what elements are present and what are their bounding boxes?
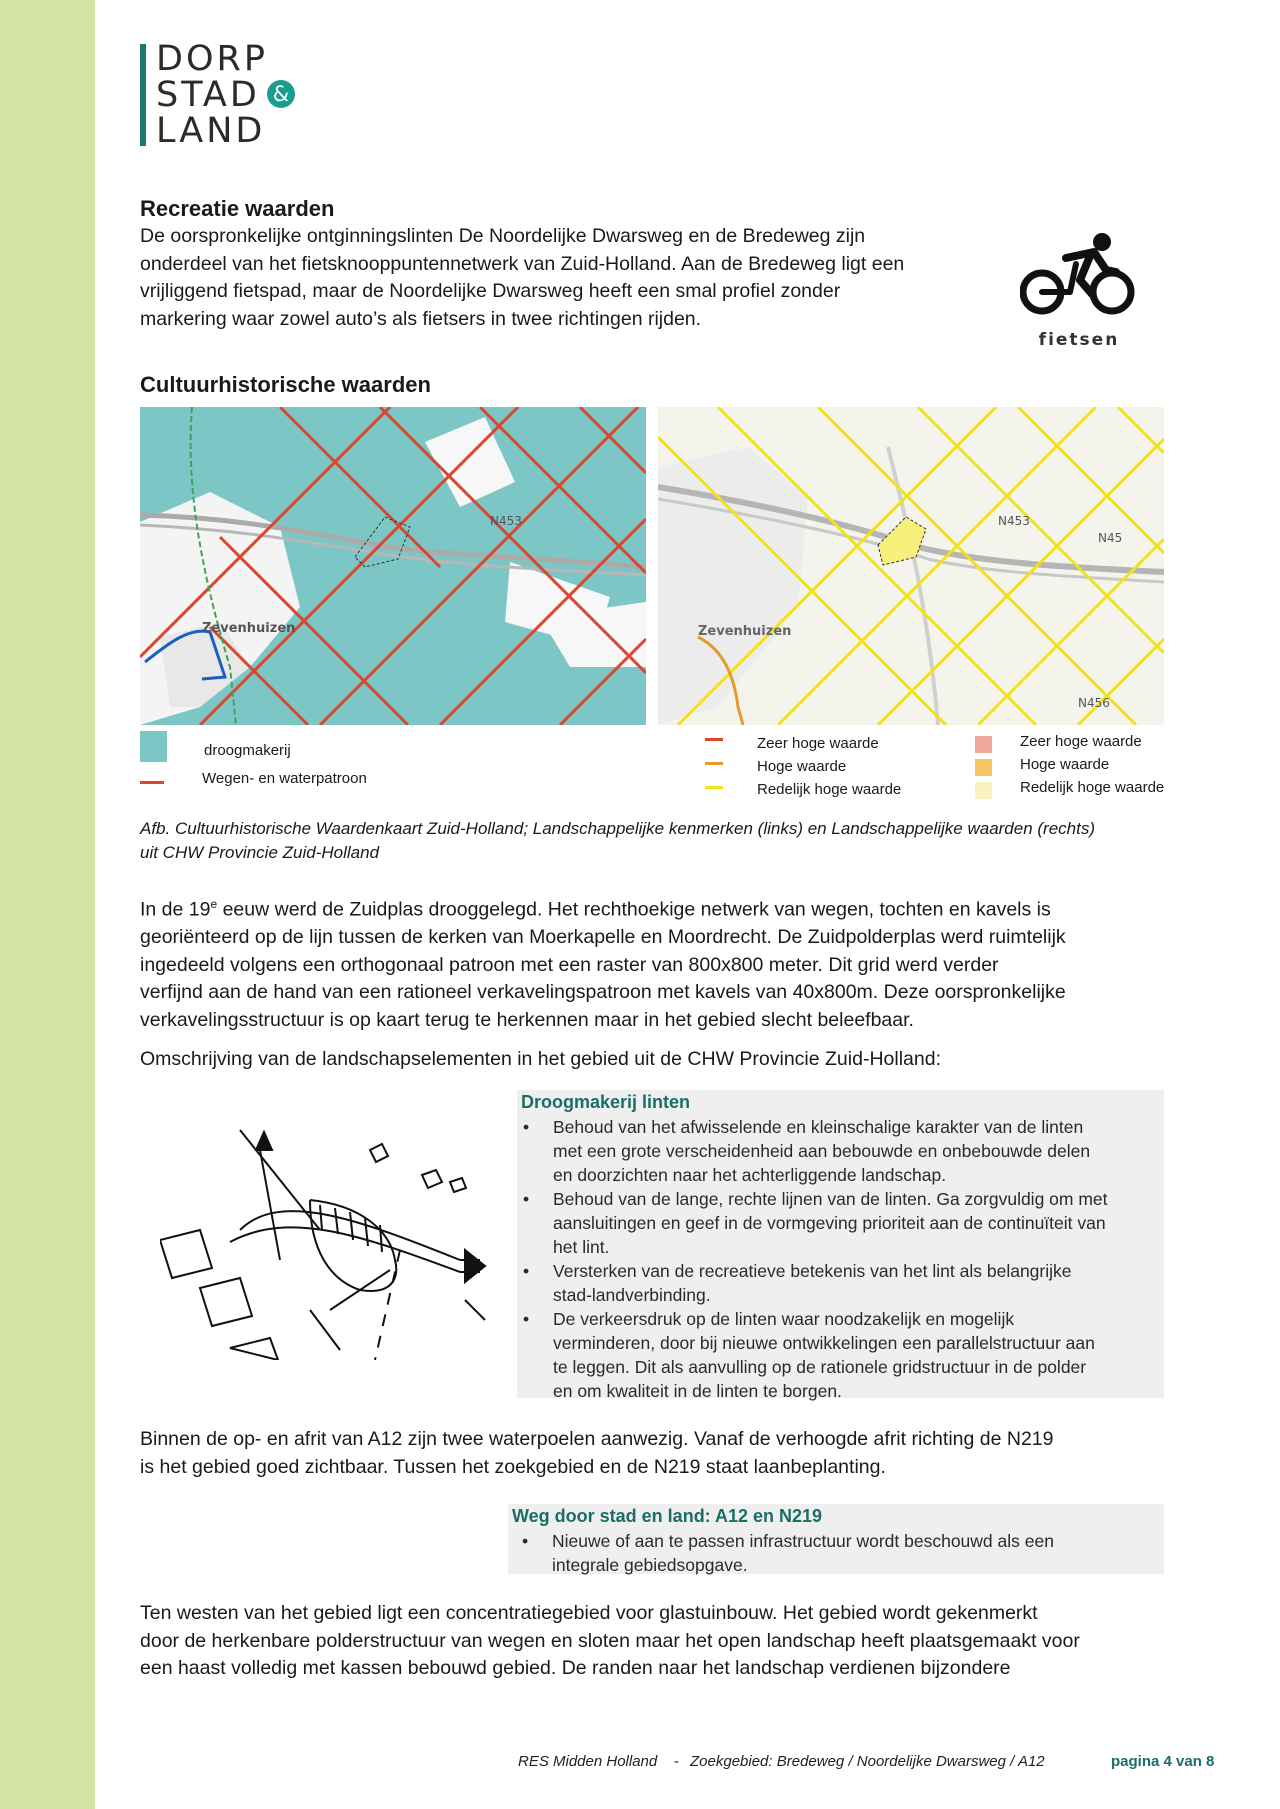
logo-accent-bar	[140, 44, 146, 146]
bicycle-icon	[1020, 228, 1138, 328]
list-item-line: • Behoud van de lange, rechte lijnen van de linten. Ga zorgvuldig om met	[553, 1189, 1108, 1209]
legend-line-fair	[705, 786, 723, 789]
west-paragraph	[140, 1600, 1080, 1683]
history-superscript: e	[210, 897, 218, 911]
footer-separator: -	[674, 1753, 679, 1770]
list-item	[553, 1259, 1164, 1307]
recreation-line: vrijliggend fietspad, maar de Noordelijke Dwarsweg heeft een smal profiel zonder	[140, 280, 841, 302]
legend-swatch-very-high	[975, 736, 992, 753]
west-line: Ten westen van het gebied ligt een concentratiegebied voor glastuinbouw. Het gebied wordt gekenmerkt	[140, 1602, 1038, 1624]
caption-line: uit CHW Provincie Zuid-Holland	[140, 843, 380, 862]
recreation-line: onderdeel van het fietsknooppuntennetwerk van Zuid-Holland. Aan de Bredeweg ligt een	[140, 252, 905, 275]
footer-area: Zoekgebied: Bredeweg / Noordelijke Dwarsweg / A12	[690, 1753, 1045, 1770]
legend-right-very-high: Zeer hoge waarde	[1020, 733, 1142, 750]
caption-line: Afb. Cultuurhistorische Waardenkaart Zuid-Holland; Landschappelijke kenmerken (links) en Landschappelijke waarden (rechts)	[140, 819, 1096, 838]
legend-right-fair: Redelijk hoge waarde	[1020, 779, 1165, 796]
droogmakerij-linten-box	[517, 1090, 1164, 1401]
list-item-line: • Versterken van de recreatieve betekenis van het lint als belangrijke	[553, 1261, 1072, 1281]
west-line: door de herkenbare polderstructuur van wegen en sloten maar het open landschap heeft plaatsgemaakt voor	[140, 1629, 1080, 1652]
cycling-label: fietsen	[1038, 330, 1120, 350]
landscape-elements-intro: Omschrijving van de landschapselementen in het gebied uit de CHW Provincie Zuid-Holland:	[140, 1048, 941, 1070]
recreation-line: markering waar zowel auto’s als fietsers in twee richtingen rijden.	[140, 307, 702, 330]
history-line1-end: eeuw werd de Zuidplas drooggelegd. Het rechthoekige netwerk van wegen, tochten en kavels is	[217, 898, 1051, 921]
left-margin-band	[0, 0, 95, 1809]
a12-line: is het gebied goed zichtbaar. Tussen het zoekgebied en de N219 staat laanbeplanting.	[140, 1455, 886, 1478]
weg-door-stad-title: Weg door stad en land: A12 en N219	[512, 1506, 823, 1526]
legend-road-swatch	[140, 781, 164, 784]
list-item	[552, 1529, 1164, 1577]
droogmakerij-sketch	[160, 1110, 500, 1360]
list-item-line: • Behoud van het afwisselende en kleinschalige karakter van de linten	[553, 1117, 1084, 1137]
droogmakerij-linten-list	[517, 1115, 1164, 1403]
list-item-line: en om kwaliteit in de linten te borgen.	[553, 1381, 842, 1401]
history-line: verkavelingsstructuur is op kaart terug te herkennen maar in het gebied slecht beleefbaar.	[140, 1008, 914, 1031]
list-item	[553, 1307, 1164, 1403]
history-line1-start: In de 19	[140, 898, 211, 921]
recreation-paragraph	[140, 223, 904, 333]
legend-mid-high: Hoge waarde	[757, 758, 847, 775]
a12-line: Binnen de op- en afrit van A12 zijn twee waterpoelen aanwezig. Vanaf de verhoogde afrit richting de N219	[140, 1428, 1054, 1450]
culture-heading: Cultuurhistorische waarden	[140, 372, 431, 397]
history-paragraph	[140, 891, 1066, 1034]
list-item	[553, 1115, 1164, 1187]
map-road-label-n453: N453	[490, 514, 522, 528]
recreation-line: De oorspronkelijke ontginningslinten De Noordelijke Dwarsweg en de Bredeweg zijn	[140, 225, 866, 247]
legend-right-high: Hoge waarde	[1020, 756, 1110, 773]
list-item-line: en doorzichten naar het achterliggende landschap.	[553, 1165, 947, 1185]
map-village-label: Zevenhuizen	[202, 621, 296, 636]
list-item	[553, 1187, 1164, 1259]
landscape-values-map	[658, 407, 1164, 725]
legend-droogmakerij: droogmakerij	[204, 742, 291, 759]
map-road-label-n456: N456	[1078, 696, 1110, 710]
logo-line-land: LAND	[156, 111, 266, 151]
list-item-line: aansluitingen en geef in de vormgeving prioriteit aan de continuïteit van	[553, 1213, 1106, 1233]
list-item-line: het lint.	[553, 1237, 610, 1257]
map-road-label-n45: N45	[1098, 531, 1123, 545]
legend-mid-very-high: Zeer hoge waarde	[757, 735, 879, 752]
cycling-pictogram	[1020, 228, 1138, 358]
legend-mid-fair: Redelijk hoge waarde	[757, 781, 902, 798]
west-line: een haast volledig met kassen bebouwd gebied. De randen naar het landschap verdienen bijzondere	[140, 1657, 1011, 1679]
list-item-line: met een grote verscheidenheid aan bebouwde en onbebouwde delen	[553, 1141, 1091, 1161]
list-item-line: • De verkeersdruk op de linten waar noodzakelijk en mogelijk	[553, 1309, 1015, 1329]
map-village-label-right: Zevenhuizen	[698, 624, 792, 639]
landscape-features-map	[140, 407, 646, 725]
recreation-heading: Recreatie waarden	[140, 196, 335, 221]
map-road-label-n453-right: N453	[998, 514, 1030, 528]
legend-roads-water: Wegen- en waterpatroon	[202, 770, 367, 787]
legend-swatch-fair	[975, 782, 992, 799]
legend-line-high	[705, 762, 723, 765]
logo-ampersand: &	[267, 80, 295, 108]
legend-droogmakerij-swatch	[140, 731, 167, 762]
map-caption	[140, 817, 1170, 865]
history-line	[140, 891, 1066, 924]
droogmakerij-linten-title: Droogmakerij linten	[521, 1092, 691, 1112]
legend-line-very-high	[705, 738, 723, 741]
list-item-line: te leggen. Dit als aanvulling op de rationele gridstructuur in de polder	[553, 1357, 1087, 1377]
list-item-line: stad-landverbinding.	[553, 1285, 711, 1305]
logo-line-stad: STAD	[156, 75, 260, 115]
footer-doc-title: RES Midden Holland	[518, 1753, 658, 1770]
a12-paragraph	[140, 1426, 1053, 1481]
logo-line-dorp: DORP	[156, 39, 268, 79]
footer-page-number: pagina 4 van 8	[1111, 1753, 1215, 1770]
list-item-line: verminderen, door bij nieuwe ontwikkelingen een parallelstructuur aan	[553, 1333, 1095, 1353]
history-line: verfijnd aan de hand van een rationeel verkavelingspatroon met kavels van 40x800m. Deze oorspronkelijke	[140, 981, 1066, 1003]
legend-swatch-high	[975, 759, 992, 776]
list-item-line: • Nieuwe of aan te passen infrastructuur wordt beschouwd als een	[552, 1531, 1054, 1551]
history-line: georiënteerd op de lijn tussen de kerken van Moerkapelle en Moordrecht. De Zuidpolderplas werd ruimtelijk	[140, 926, 1066, 948]
weg-door-stad-box	[508, 1504, 1164, 1574]
list-item-line: integrale gebiedsopgave.	[552, 1555, 748, 1575]
weg-door-stad-list	[508, 1529, 1164, 1577]
history-line: ingedeeld volgens een orthogonaal patroon met een raster van 800x800 meter. Dit grid werd verder	[140, 953, 999, 976]
